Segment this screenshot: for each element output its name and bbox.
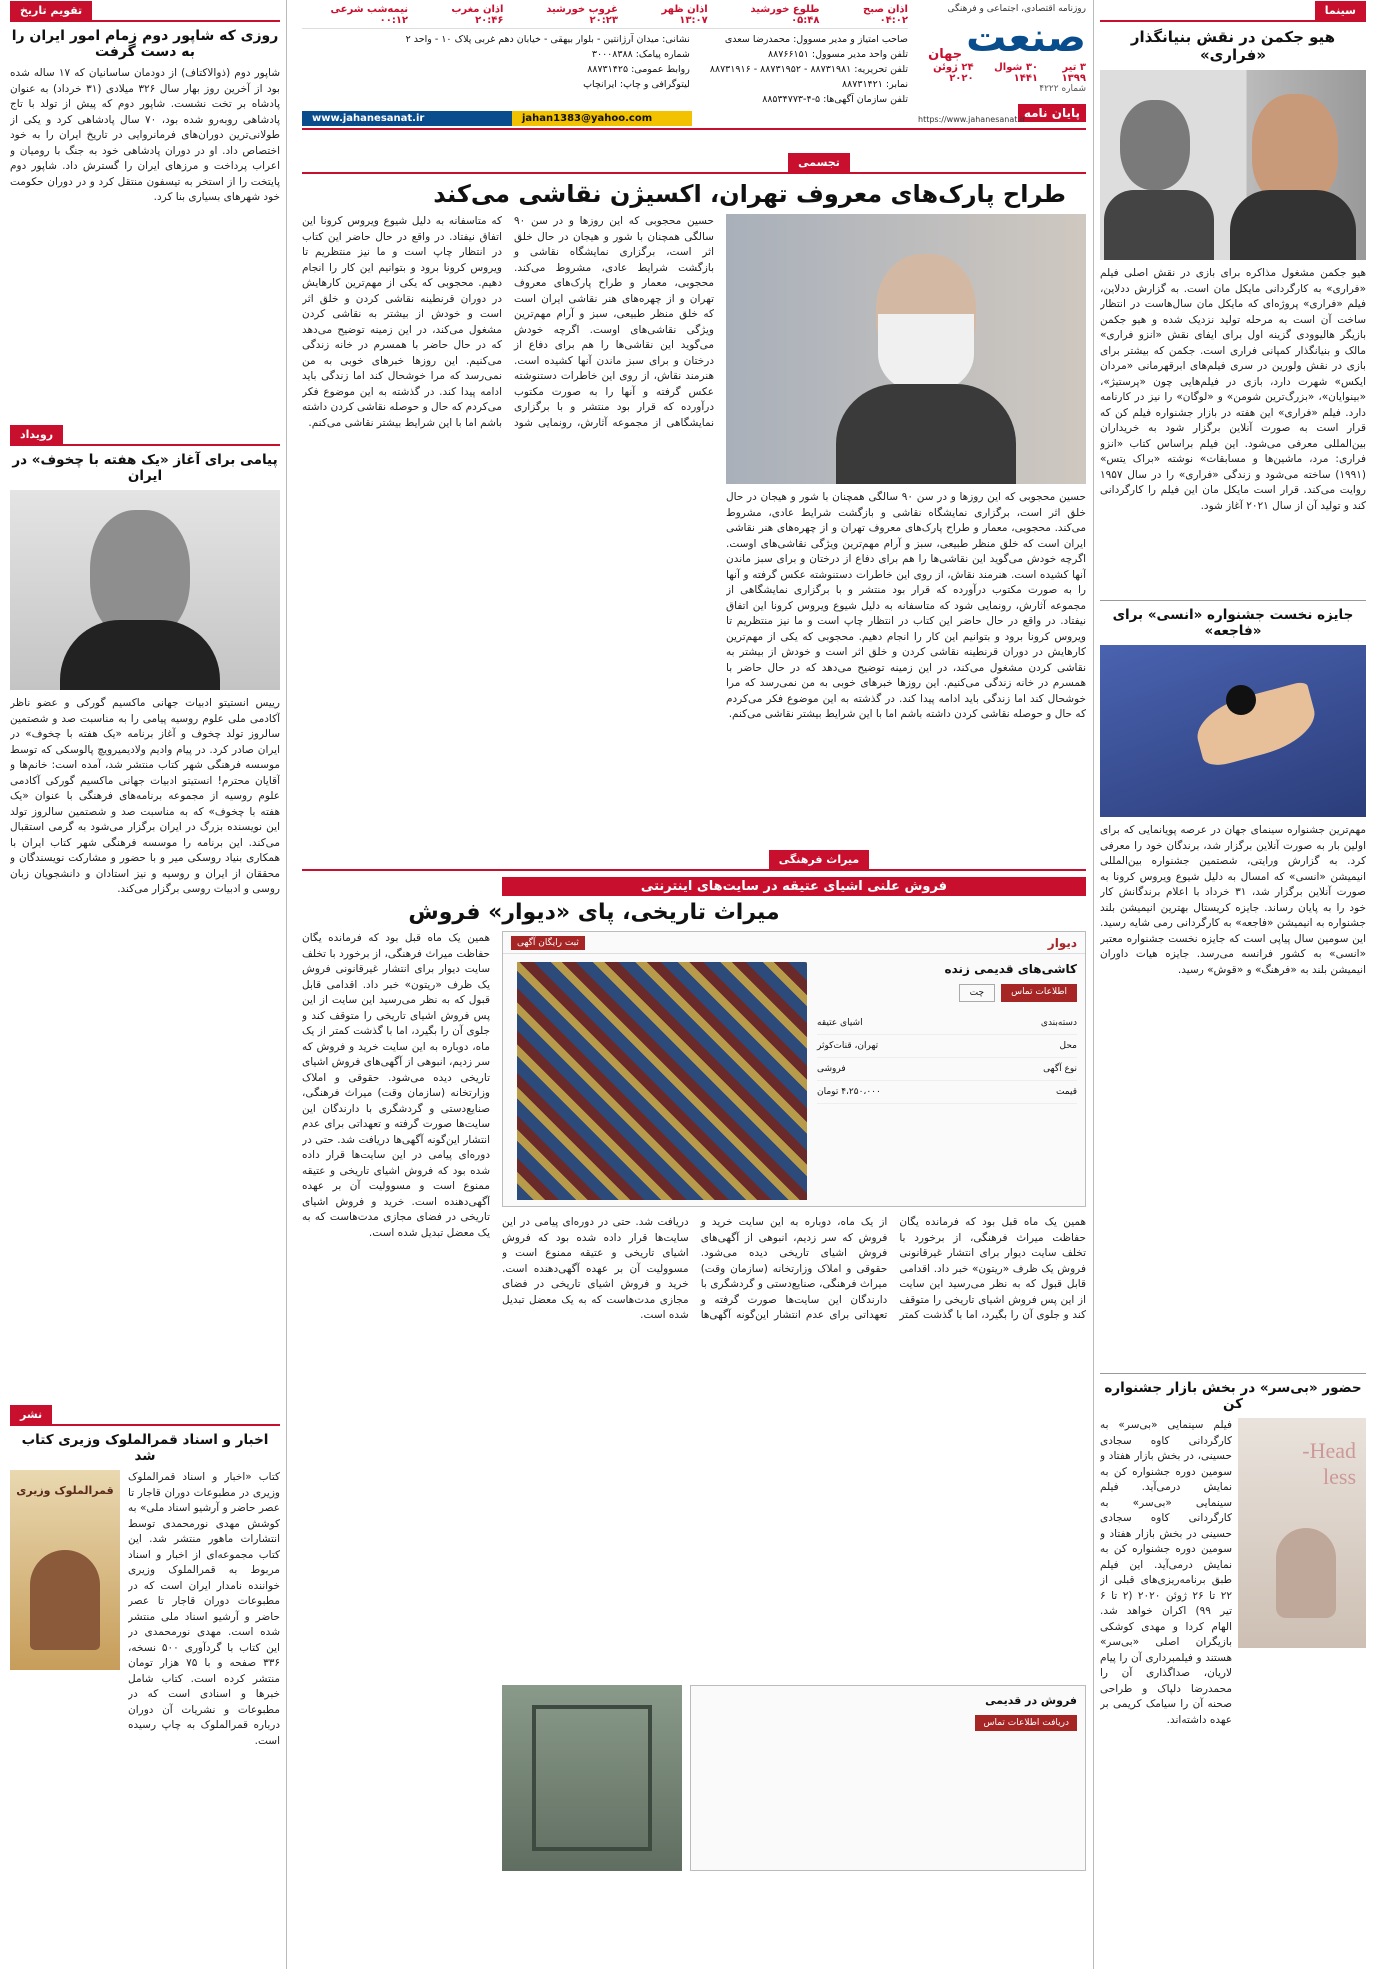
kicker: فروش علنی اشیای عتیقه در سایت‌های اینترنتی <box>502 877 1086 896</box>
section-tag-visual-arts: تجسمی <box>302 152 1086 174</box>
section-tag-cinema: سینما <box>1100 0 1366 22</box>
article-body-cont: همین یک ماه قبل بود که فرمانده یگان حفاظت میراث فرهنگی، از برخورد با تخلف سایت دیوار برای انتشار غیرقانونی فروش یک ظرف «ریتون» خبر داد. اقدامی قابل قبول که به نظر می‌رسید این سایت از این پس فروش اشیای تاریخی را متوقف کند و جلوی آن را بگیرد، اما با گذشت کمتر از یک ماه، دوباره به این سایت خرید و فروش که سر زدیم، انبوهی از آگهی‌های فروش اشیای تاریخی دیده می‌شود. حقوقی و املاک وزارتخانه (سازمان وقت) میراث فرهنگی، صنایع‌دستی و گردشگری با دارندگان این سایت‌ها صورت گرفته و تعهداتی برای عدم انتشار این‌گونه آگهی‌ها دریافت شد. حتی در دوره‌ای پیامی در این سایت‌ها قرار داده شده بود که فروش اشیای تاریخی و عتیقه ممنوع است و مسوولیت آن بر عهده آگهی‌دهنده است. خرید و فروش اشیای تاریخی در فضای مجازی مدت‌هاست که به یک معضل تبدیل شده است. <box>302 932 490 1239</box>
column-separator <box>1093 0 1094 1969</box>
article-title: اخبار و اسناد قمرالملوک وزیری کتاب شد <box>21 1432 269 1464</box>
divar-logo[interactable]: دیوار <box>1047 935 1077 950</box>
article-body: کتاب «اخبار و اسناد قمرالملوک وزیری در مطبوعات دوران قاجار تا عصر حاضر و آرشیو اسناد ملی» به کوشش مهدی نورمحمدی توسط انتشارات ماهور منتشر شد. این کتاب مجموعه‌ای از اخبار و اسناد مربوط به قمرالملوک وزیری خواننده نامدار ایران است که در مطبوعات دوران قاجار تا عصر حاضر و آرشیو اسناد ملی منتشر شده است. مهدی نورمحمدی در این کتاب با گردآوری ۵۰۰ نسخه، ۳۳۶ صفحه و با ۷۵ هزار تومان منتشر کرده است. کتاب شامل خبرها و اسنادی است که در مطبوعات و نشریات آن دوران درباره قمرالملوک به چاپ رسیده است. <box>128 1471 280 1747</box>
section-tag-history: تقویم تاریخ <box>10 0 280 22</box>
logo-block: روزنامه اقتصادی، اجتماعی و فرهنگی صنعت جهان ۳ تیر ۱۳۹۹ ۳۰ شوال ۱۴۴۱ ۲۴ ژوئن ۲۰۲۰ شماره ۴۲۲۲ پایان نامه https://www.jahanesanat.ir <box>918 4 1086 124</box>
article-body: رییس انستیتو ادبیات جهانی ماکسیم گورکی و عضو ناظر آکادمی ملی علوم روسیه پیامی را به مناسبت صد و شصتمین سالروز تولد چخوف و آغاز برنامه «یک هفته با چخوف» در ایران صادر کرد. در پیام وادیم ولادیمیرویچ پالوسکی که توسط موسسه فرهنگی شهر کتاب منتشر شد، آمده است: خانم‌ها و آقایان محترم! انستیتو ادبیات جهانی ماکسیم گورکی آکادمی علوم روسیه از مجموعه برنامه‌های فرهنگی با عنوان «یک هفته با چخوف» که به مناسبت صد و شصتمین سالروز تولد این نویسنده بزرگ در ایران برگزار می‌شود به گرمی استقبال می‌کند. این برنامه را موسسه فرهنگی شهر کتاب ایران با همکاری بنیاد روسکی میر و با حضور و مشارکت نویسندگان و محققان از ایران و روسیه و نیز استادان و دانشجویان زبان روسی و ادبیات روسی برگزار می‌کند. <box>10 697 280 895</box>
article-body: هیو جکمن مشغول مذاکره برای بازی در نقش اصلی فیلم «فراری» به کارگردانی مایکل مان است. به گزارش ددلاین، فیلم «فراری» پروژه‌ای که مایکل مان سال‌هاست در انتظار ساخت آن است به مرحله تولید نزدیک شده و هیو جکمن بازیگر هالیوودی گزینه اول برای ایفای نقش «انزو فراری» مالک و بنیانگذار کمپانی فراری است. جکمن که بیشتر برای بازی در نقش ولورین در سری فیلم‌های ابرقهرمانی «مردان ایکس» شهرت دارد، بازی در فیلم‌هایی چون «پرستیژ»، «بینوایان»، «بزرگ‌ترین شومن» و «لوگان» را نیز در کارنامه دارد. فیلم «فراری» این هفته در بازار جشنواره فیلم کن که قرار است به صورت آنلاین برگزار شود به خریداران بین‌المللی معرفی می‌شود. این فیلم براساس کتاب «انزو فراری: مرد، ماشین‌ها و مسابقات» نوشته «براک یتس» (۱۹۹۱) ساخته می‌شود و زندگی «فراری» را در سال ۱۹۵۷ روایت می‌کند. قرار است مایکل مان این فیلم را کارگردانی کند و تولید آن از سال ۲۰۲۱ آغاز شود. <box>1100 267 1366 512</box>
article-body: حسین محجوبی که این روزها و در سن ۹۰ سالگی همچنان با شور و هیجان در حال خلق اثر است، برگزاری نمایشگاه نقاشی و بازگشت شرایط عادی، مشروط می‌کند. محجوبی، معمار و طراح پارک‌های معروف تهران و از چهره‌های هنر نقاشی ایران است که خلق منظر طبیعی، سبز و آرام مهم‌ترین ویژگی نقاشی‌های اوست. اگرچه خودش می‌گوید این نقاشی‌ها را هم برای دفاع از درختان و برای سبز ماندن آنها کشیده است. هنرمند نقاش، از روی این خاطرات دستنوشته عکس گرفته و آنها را به صورت مکتوب درآورده که قرار بود منتشر و با برگزاری نمایشگاهی از مجموعه آثارش، رونمایی شود که متاسفانه به دلیل شیوع ویروس کرونا این اتفاق نیفتاد. در واقع در حال حاضر این کتاب در انتظار چاپ است و ما نیز منتظریم تا ویروس کرونا برود و بتوانیم این کار را انجام دهیم. محجوبی که یکی از مهم‌ترین کارهایش در دوران قرنطینه نقاشی کردن و خلق اثر است و خودش از بیشتر به نقاشی کردن مشغول می‌کند، در این زمینه توضیح می‌دهد که در حال حاضر با همسرم در خانه زندگی می‌کنیم. این روزها خبرهای خوبی به من نمی‌رسد که مرا خوشحال کند اما زندگی باید ادامه پیدا کند. در گذشته به این موضوع فکر می‌کردم که حال و حوصله نقاشی کردن داشته باشم اما با این شرایط بیشتر نقاشی می‌کنم. <box>726 491 1086 720</box>
center-column <box>302 0 1086 1969</box>
article-body: فیلم سینمایی «بی‌سر» به کارگردانی کاوه سجادی حسینی، در بخش بازار هفتاد و سومین دوره جشنواره کن به نمایش درمی‌آید. فیلم سینمایی «بی‌سر» به کارگردانی کاوه سجادی حسینی در بخش بازار هفتاد و سومین دوره جشنواره کن به نمایش درمی‌آید. این فیلم طبق برنامه‌ریزی‌های قبلی از ۲۲ تا ۲۶ ژوئن ۲۰۲۰ (۲ تا ۶ تیر ۹۹) اکران خواهد شد. الهام کردا و مهدی کوشکی بازیگران اصلی «بی‌سر» هستند و فیلمبرداری آن را پیام لاریان، صداگذاری آن را محمدرضا دلپاک و طراحی صحنه آن را سیامک کریمی بر عهده داشته‌اند. <box>1100 1419 1232 1726</box>
corner-badge: پایان نامه <box>1018 104 1086 122</box>
section-tag-heritage: میراث فرهنگی <box>302 849 1086 871</box>
right-column <box>1100 0 1366 1969</box>
article-title: پیامی برای آغاز «یک هفته با چخوف» در ایران <box>12 452 278 484</box>
section-tag-publishing: نشر <box>10 1404 280 1426</box>
prayer-times: اذان صبح ۰۴:۰۲ طلوع خورشید ۰۵:۴۸ اذان ظهر ۱۳:۰۷ غروب خورشید ۲۰:۲۳ اذان مغرب ۲۰:۴۶ نیمه‌شب شرعی ۰۰:۱۲ <box>302 4 908 29</box>
section-tag-event: رویداد <box>10 424 280 446</box>
masthead-info: اذان صبح ۰۴:۰۲ طلوع خورشید ۰۵:۴۸ اذان ظهر ۱۳:۰۷ غروب خورشید ۲۰:۲۳ اذان مغرب ۲۰:۴۶ نیمه‌شب شرعی ۰۰:۱۲ صاحب امتیاز و مدیر مسوول: محمدرضا سعدی تلفن واحد مدیر مسوول: ۸۸۷۶۶۱۵۱ تلفن تحریریه: ۸۸۷۳۱۹۸۱ - ۸۸۷۳۱۹۵۲ - ۸۸۷۳۱۹۱۶ نمابر: ۸۸۷۳۱۴۲۱ تلفن سازمان آگهی‌ها: ۵-۴-۸۸۵۳۴۷۷۳ نشانی: میدان آرژانتین - بلوار بیهقی - خیابان دهم غربی پلاک ۱۰ - واحد ۲ شماره پیامک: ۳۰۰۰۸۳۸۸ روابط عمومی: ۸۸۷۳۱۴۲۵ لیتوگرافی و چاپ: ایرانچاپ www.jahanesanat.ir jahan1383@yahoo.com <box>302 0 918 128</box>
post-ad-button[interactable]: ثبت رایگان آگهی <box>511 936 585 950</box>
article-title: جایزه نخست جشنواره «انسی» برای «فاجعه» <box>1112 607 1354 639</box>
logo-sub: جهان <box>928 47 963 62</box>
hossein-mahjoubi-photo <box>726 214 1086 484</box>
masthead <box>302 0 1086 130</box>
old-door-photo <box>502 1685 682 1871</box>
antique-tiles-photo <box>517 962 807 1200</box>
email-bar[interactable]: jahan1383@yahoo.com <box>512 111 692 126</box>
article-body: شاپور دوم (ذوالاکتاف) از دودمان ساسانیان که ۱۷ ساله شده بود از آخرین روز بهار سال ۳۲۶ میلادی (۳۱ خرداد) به عنوان پادشاه بر تخت نشست. شاپور دوم که پیش از تولد با تاج پادشاهی روبه‌رو شده بود، ۷۰ سال پادشاهی کرد و یکی از طولانی‌ترین دوران‌های فرمانروایی در تاریخ ایران را به خود اختصاص داد. او در دوران پادشاهی خود به جنگ با رومیان و اعراب پرداخت و مرزهای ایران را گسترش داد. شاپور دوم پایتخت را از استخر به تیسفون منتقل کرد و در دوران حکومت خود شهرهای بسیاری بنا کرد. <box>10 67 280 203</box>
listing-title: کاشی‌های قدیمی زنده <box>944 962 1077 976</box>
divar-screenshot-2: فروش در قدیمی دریافت اطلاعات تماس <box>690 1685 1086 1871</box>
headless-poster: Head- less <box>1238 1418 1366 1648</box>
article-title: روزی که شاپور دوم زمام امور ایران را به دست گرفت <box>11 28 279 60</box>
article-body: همین یک ماه قبل بود که فرمانده یگان حفاظت میراث فرهنگی، از برخورد با تخلف سایت دیوار برای انتشار غیرقانونی فروش یک ظرف «ریتون» خبر داد. اقدامی قابل قبول که به نظر می‌رسید این سایت از این پس فروش اشیای تاریخی را متوقف کند و جلوی آن را بگیرد، اما با گذشت کمتر از یک ماه، دوباره به این سایت خرید و فروش که سر زدیم، انبوهی از آگهی‌های فروش اشیای تاریخی دیده می‌شود. حقوقی و املاک وزارتخانه (سازمان وقت) میراث فرهنگی، صنایع‌دستی و گردشگری با دارندگان این سایت‌ها صورت گرفته و تعهداتی برای عدم انتشار این‌گونه آگهی‌ها دریافت شد. حتی در دوره‌ای پیامی در این سایت‌ها قرار داده شده بود که فروش اشیای تاریخی و عتیقه ممنوع است و مسوولیت آن بر عهده آگهی‌دهنده است. خرید و فروش اشیای تاریخی در فضای مجازی مدت‌هاست که به یک معضل تبدیل شده است. <box>502 1216 1086 1321</box>
book-cover: قمرالملوک وزیری <box>10 1470 120 1670</box>
website-link[interactable]: https://www.jahanesanat.ir <box>918 115 1026 124</box>
article-body-cont: حسین محجوبی که این روزها و در سن ۹۰ سالگی همچنان با شور و هیجان در حال خلق اثر است، برگزاری نمایشگاه نقاشی و بازگشت شرایط عادی، مشروط می‌کند. محجوبی، معمار و طراح پارک‌های معروف تهران و از چهره‌های هنر نقاشی ایران است که خلق منظر طبیعی، سبز و آرام مهم‌ترین ویژگی نقاشی‌های اوست. اگرچه خودش می‌گوید این نقاشی‌ها را هم برای دفاع از درختان و برای سبز ماندن آنها کشیده است. هنرمند نقاش، از روی این خاطرات دستنوشته عکس گرفته و آنها را به صورت مکتوب درآورده که قرار بود منتشر و با برگزاری نمایشگاهی از مجموعه آثارش، رونمایی شود که متاسفانه به دلیل شیوع ویروس کرونا این اتفاق نیفتاد. در واقع در حال حاضر این کتاب در انتظار چاپ است و ما نیز منتظریم تا ویروس کرونا برود و بتوانیم این کار را انجام دهیم. محجوبی که یکی از مهم‌ترین کارهایش در دوران قرنطینه نقاشی کردن و خلق اثر است و خودش از بیشتر به نقاشی کردن مشغول می‌کند، در این زمینه توضیح می‌دهد که در حال حاضر با همسرم در خانه زندگی می‌کنیم. این روزها خبرهای خوبی به من نمی‌رسد که مرا خوشحال کند اما زندگی باید ادامه پیدا کند. در گذشته به این موضوع فکر می‌کردم که حال و حوصله نقاشی کردن داشته باشم اما با این شرایط بیشتر نقاشی می‌کنم. <box>302 215 714 429</box>
hugh-jackman-photo <box>1100 70 1366 260</box>
chat-button[interactable]: چت <box>959 984 995 1002</box>
contact-info-button[interactable]: اطلاعات تماس <box>1001 984 1077 1002</box>
contact-info-button-2[interactable]: دریافت اطلاعات تماس <box>975 1715 1077 1731</box>
main-headline: طراح پارک‌های معروف تهران، اکسیژن نقاشی می‌کند <box>433 180 1066 208</box>
divar-screenshot <box>502 931 1086 1207</box>
article-title: هیو جکمن در نقش بنیانگذار «فراری» <box>1130 28 1336 64</box>
article-title: حضور «بی‌سر» در بخش بازار جشنواره کن <box>1104 1380 1362 1412</box>
url-bar[interactable]: www.jahanesanat.ir <box>302 111 512 126</box>
chekhov-photo <box>10 490 280 690</box>
logo-main: صنعت <box>966 15 1086 61</box>
heritage-headline: میراث تاریخی، پای «دیوار» فروش <box>408 900 780 925</box>
column-separator <box>286 0 287 1969</box>
left-column <box>10 0 280 1969</box>
listing-rows: دسته‌بندی اشیای عتیقه محل تهران، قنات‌کوثر نوع آگهی فروشی قیمت ۴،۲۵۰،۰۰۰ تومان <box>817 1012 1077 1104</box>
divar-topbar <box>503 932 1085 954</box>
fiasco-animation-photo <box>1100 645 1366 817</box>
article-body: مهم‌ترین جشنواره سینمای جهان در عرصه پویانمایی که برای اولین بار به صورت آنلاین برگزار شد، برندگان خود را معرفی کرد. به گزارش ورایتی، شصتمین جشنواره بین‌المللی انیمیشن «انسی» که امسال به دلیل شیوع ویروس کرونا به صورت آنلاین برگزار شد، ۳۱ خرداد با اعلام برندگانش کار خود را به پایان رساند. جایزه کریستال بهترین انیمیشن بلند جشنواره به انیمیشن «فاجعه» به کارگردانی رمی شایه رسید. این سومین سال پیاپی است که جایزه نخست جشنواره معتبر «انسی» به کشور فرانسه می‌رسد. جایزه هیات داوران انیمیشن بلند به «فرهنگ» و «قوش» رسید. <box>1100 824 1366 976</box>
